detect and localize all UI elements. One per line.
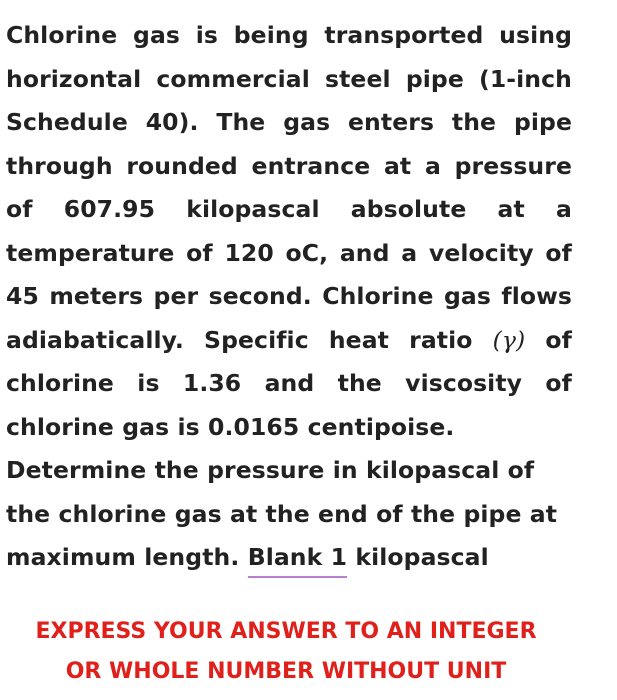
blank-unit: kilopascal	[347, 543, 489, 571]
answer-instruction	[0, 612, 572, 692]
answer-blank[interactable]: Blank 1	[248, 536, 347, 580]
instruction-line-1: EXPRESS YOUR ANSWER TO AN INTEGER	[35, 619, 537, 644]
problem-intro-end-text: of chlorine is 1.36 and the viscosity of chlorine gas is 0.0165 centipoise.	[6, 325, 572, 441]
gamma-symbol: (γ)	[492, 325, 526, 354]
question-text: Determine the pressure in kilopascal of the chlorine gas at the end of the pipe at maximum length.	[6, 456, 558, 571]
instruction-line-2: OR WHOLE NUMBER WITHOUT UNIT	[65, 659, 507, 684]
problem-intro-text: Chlorine gas is being transported using horizontal commercial steel pipe (1-inch Schedule 40). The gas enters the pipe through rounded entrance at a pressure of 607.95 kilopascal absolute at a temperature of 120 oC, and a velocity of 45 meters per second. Chlorine gas flows adiabatically. Specific heat ratio	[6, 21, 572, 354]
problem-description	[6, 14, 572, 449]
problem-statement	[6, 14, 572, 580]
problem-question	[6, 449, 572, 580]
